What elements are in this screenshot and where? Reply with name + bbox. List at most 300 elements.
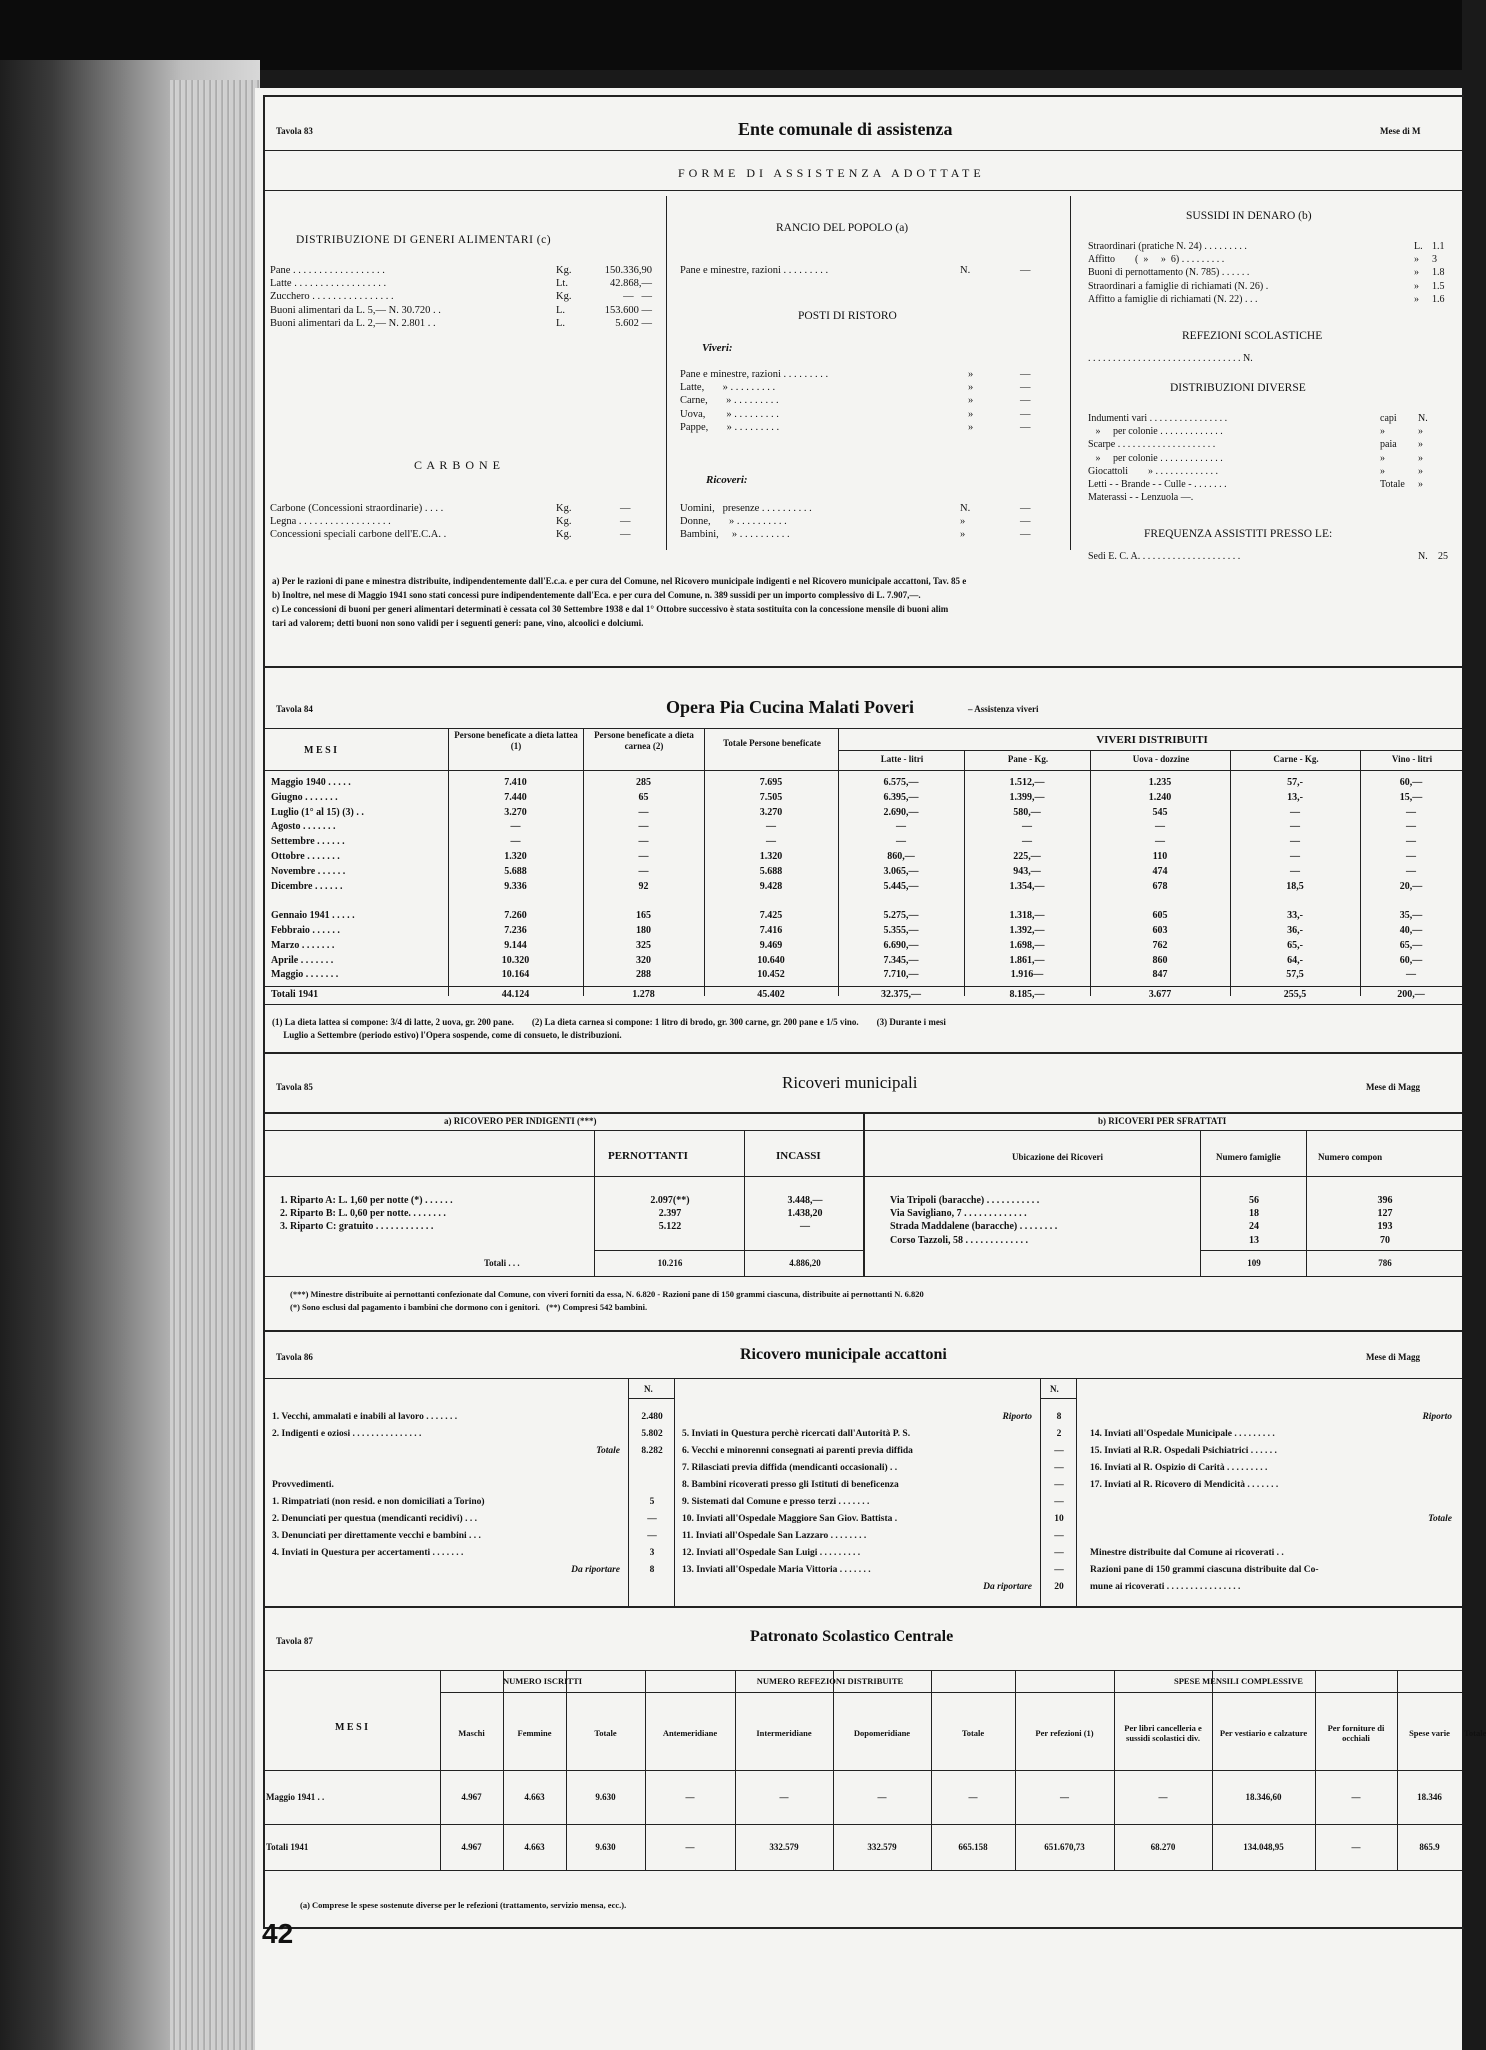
list-item	[1090, 1478, 1462, 1493]
total-cell: 68.270	[1150, 1842, 1176, 1852]
t83-title: Ente comunale di assistenza	[738, 119, 953, 139]
row-cell: —	[1406, 851, 1416, 862]
row-cell: 1.318,—	[1009, 910, 1045, 922]
table-cell: 4.663	[524, 1792, 545, 1802]
dist-title: DISTRIBUZIONE DI GENERI ALIMENTARI (c)	[296, 234, 552, 246]
carbone-units: Kg. Kg. Kg.	[556, 503, 572, 541]
total-cell: —	[1351, 1842, 1361, 1852]
row-cell: 255,5	[1283, 989, 1307, 1000]
table-row	[263, 835, 1462, 848]
t85-month: Mese di Magg	[1366, 1082, 1420, 1092]
t84-head-mesi: M E S I	[304, 745, 338, 756]
total-cell: 4.967	[461, 1842, 482, 1852]
row-cell: 3.065,—	[883, 865, 919, 877]
row-cell: 5.688	[759, 865, 783, 877]
row-cell: 5.445,—	[883, 880, 919, 892]
row-cell: 7.345,—	[883, 954, 919, 966]
table-row	[263, 806, 1462, 819]
t87-title: Patronato Scolastico Centrale	[750, 1628, 954, 1645]
t85-b-items: Via Tripoli (baracche) . . . . . . . . . . . Via Savigliano, 7 . . . . . . . . . . . . . Strada Maddalene (baracche) . . . . . . . . Corso Tazzoli, 58 . . . . . . . . . . . . .	[890, 1195, 1058, 1246]
total-cell: 865.9	[1419, 1842, 1440, 1852]
list-item	[682, 1427, 1076, 1442]
rancio-title: RANCIO DEL POPOLO (a)	[776, 222, 909, 234]
list-item-label: 4. Inviati in Questura per accertamenti . . . . . . .	[272, 1548, 464, 1558]
row-cell: 10.640	[757, 954, 785, 966]
list-item	[682, 1410, 1076, 1425]
total-cell: 4.663	[524, 1842, 545, 1852]
viveri-units: » » » » »	[968, 369, 974, 433]
list-item-value: —	[1054, 1463, 1064, 1473]
t84-title: Opera Pia Cucina Malati Poveri	[666, 697, 914, 717]
t85-b-fam: 56 18 24 13	[1249, 1195, 1259, 1246]
row-cell: —	[1406, 969, 1416, 981]
row-cell: —	[638, 836, 649, 848]
list-item-value: 2	[1056, 1429, 1062, 1439]
list-item	[272, 1478, 674, 1493]
row-cell: 1.916—	[1010, 969, 1044, 981]
row-cell: 6.690,—	[883, 939, 919, 951]
t87-label: Tavola 87	[276, 1636, 313, 1646]
frequenza-item: Sedi E. C. A. . . . . . . . . . . . . . . . . . . . .	[1088, 551, 1241, 562]
ricoveri-label: Ricoveri:	[706, 474, 748, 486]
t83-forms-heading: FORME DI ASSISTENZA ADOTTATE	[678, 166, 985, 180]
table-row	[263, 894, 1462, 907]
row-cell: 1.392,—	[1009, 925, 1045, 936]
row-cell: 60,—	[1399, 777, 1423, 788]
row-cell: 7.260	[504, 910, 527, 922]
row-label: Marzo . . . . . . .	[271, 939, 335, 951]
row-cell: 33,-	[1287, 910, 1303, 922]
list-item-label: 8. Bambini ricoverati presso gli Istituti di beneficenza	[682, 1480, 899, 1490]
row-cell: 5.275,—	[883, 910, 919, 922]
row-cell: 65,-	[1287, 939, 1303, 951]
t85-b-comp: 396 127 193 70	[1377, 1195, 1393, 1246]
t85-a-total-pern: 10.216	[657, 1258, 683, 1268]
row-cell: 8.185,—	[1009, 989, 1045, 1000]
row-cell: 225,—	[1013, 851, 1041, 862]
list-item	[1090, 1580, 1462, 1595]
list-item	[1090, 1546, 1462, 1561]
list-item-label: Minestre distribuite dal Comune ai ricoverati . .	[1090, 1548, 1284, 1558]
list-item	[272, 1529, 674, 1544]
row-label: Settembre . . . . . .	[271, 836, 345, 848]
posti-title: POSTI DI RISTORO	[798, 310, 897, 322]
total-cell: —	[685, 1842, 695, 1852]
list-item-value: 8.282	[641, 1446, 663, 1456]
frequenza-value: 25	[1438, 551, 1448, 562]
list-item-label: 15. Inviati al R.R. Ospedali Psichiatrici . . . . . .	[1090, 1446, 1277, 1456]
t84-label: Tavola 84	[276, 704, 313, 714]
row-label: Dicembre . . . . . .	[271, 880, 343, 892]
col-header: Dopomeridiane	[853, 1728, 911, 1738]
dist-values: 150.336,90 42.868,— — — 153.600 — 5.602 —	[604, 265, 652, 329]
list-item	[682, 1444, 1076, 1459]
list-item-value: —	[1054, 1565, 1064, 1575]
list-item	[272, 1546, 674, 1561]
list-item-label: 17. Inviati al R. Ricovero di Mendicità . . . . . . .	[1090, 1480, 1279, 1490]
list-item-value: 2.480	[641, 1412, 663, 1422]
list-item-value: 8	[649, 1565, 655, 1575]
row-cell: 545	[1152, 806, 1168, 818]
row-label: Agosto . . . . . . .	[271, 821, 336, 833]
row-cell: 285	[636, 777, 651, 788]
list-item	[272, 1512, 674, 1527]
row-cell: 1.320	[759, 851, 783, 862]
table-row	[263, 776, 1462, 789]
table-cell: —	[1351, 1792, 1361, 1802]
row-label: Novembre . . . . . .	[271, 865, 346, 877]
t84-head-p2: Persone beneficate a dieta carnea (2)	[594, 730, 694, 751]
row-cell: 10.164	[501, 969, 530, 981]
row-cell: —	[1155, 836, 1165, 848]
row-cell: —	[1406, 821, 1416, 833]
frequenza-title: FREQUENZA ASSISTITI PRESSO LE:	[1144, 528, 1333, 540]
row-cell: —	[1406, 836, 1416, 848]
table-row	[263, 909, 1462, 922]
t84-head-tot: Totale Persone beneficate	[723, 738, 821, 748]
list-item-value: 8	[1056, 1412, 1062, 1422]
t85-b-total-comp: 786	[1378, 1258, 1392, 1268]
list-item-value: —	[1054, 1497, 1064, 1507]
table-row	[263, 954, 1462, 967]
page-frame	[263, 95, 1464, 1929]
row-cell: 57,-	[1287, 777, 1303, 788]
row-cell: 13,-	[1287, 791, 1303, 803]
t86-month: Mese di Magg	[1366, 1352, 1420, 1362]
row-cell: —	[896, 821, 906, 833]
group-header: NUMERO REFEZIONI DISTRIBUITE	[756, 1676, 904, 1686]
list-item-label: Da riportare	[571, 1565, 620, 1575]
total-cell: Totali 1941	[266, 1842, 309, 1852]
row-label: Luglio (1° al 15) (3) . .	[271, 806, 364, 818]
list-item-label: 2. Indigenti e oziosi . . . . . . . . . . . . . . .	[272, 1429, 422, 1439]
list-item	[1090, 1410, 1462, 1425]
frequenza-unit: N.	[1418, 551, 1428, 562]
row-cell: 9.336	[504, 880, 527, 892]
row-cell: 40,—	[1399, 925, 1423, 936]
row-cell: —	[510, 821, 521, 833]
row-label: Totali 1941	[271, 989, 319, 1000]
diverse-items: Indumenti vari . . . . . . . . . . . . . . . . » per colonie . . . . . . . . . . . . . Scarpe . . . . . . . . . . . . . . . . . . . . » per colonie . . . . . . . . . . . . . Giocattoli » . . . . . . . . . . . . . Letti - - Brande - - Culle - . . . . . . . Materassi - - Lenzuola —.	[1088, 413, 1228, 504]
sussidi-items: Straordinari (pratiche N. 24) . . . . . . . . . Affitto ( » » 6) . . . . . . . . . Buoni di pernottamento (N. 785) . . . . . . Straordinari a famiglie di richiamati (N. 26) . Affitto a famiglie di richiamati (N. 22) . . .	[1088, 241, 1269, 305]
t85-a-head-pern: PERNOTTANTI	[608, 1150, 688, 1162]
t83-month: Mese di M	[1380, 126, 1421, 136]
list-item	[1090, 1461, 1462, 1476]
row-cell: 1.698,—	[1009, 939, 1045, 951]
row-cell: 1.399,—	[1009, 791, 1045, 803]
list-item	[272, 1410, 674, 1425]
list-item-value: —	[1054, 1446, 1064, 1456]
rancio-value: —	[1020, 265, 1031, 276]
t85-notes: (***) Minestre distribuite ai pernottanti confezionate dal Comune, con viveri forniti da essa, N. 6.820 - Razioni pane di 150 grammi ciascuna, distribuite ai pernottanti N. 6.820 (*) Sono esclusi dal pagamento i bambini che dormono con i genitori. (**) Compresi 542 bambini.	[290, 1289, 924, 1312]
row-cell: 1.240	[1148, 791, 1172, 803]
row-label: Gennaio 1941 . . . . .	[271, 910, 355, 922]
list-item	[682, 1580, 1076, 1595]
col-header: Femmine	[517, 1728, 552, 1738]
t85-a-items: 1. Riparto A: L. 1,60 per notte (*) . . . . . . 2. Riparto B: L. 0,60 per notte. . . . . . . . 3. Riparto C: gratuito . . . . . . . . . . . .	[280, 1195, 453, 1233]
t83-label: Tavola 83	[276, 126, 313, 136]
row-cell: 200,—	[1397, 989, 1425, 1000]
t84-head-latte: Latte - litri	[880, 754, 924, 764]
diverse-units: capi » paia » » Totale	[1380, 413, 1405, 491]
total-cell: 134.048,95	[1243, 1842, 1284, 1852]
row-cell: —	[1290, 806, 1300, 818]
total-row	[263, 988, 1462, 1001]
list-item-label: 16. Inviati al R. Ospizio di Carità . . . . . . . . .	[1090, 1463, 1268, 1473]
refezioni-title: REFEZIONI SCOLASTICHE	[1182, 330, 1323, 342]
table-cell: —	[779, 1792, 789, 1802]
row-cell: 7.710,—	[883, 969, 919, 981]
t86-title: Ricovero municipale accattoni	[740, 1346, 947, 1363]
carbone-items: Carbone (Concessioni straordinarie) . . . . Legna . . . . . . . . . . . . . . . . . . Concessioni speciali carbone dell'E.C.A. .	[270, 503, 447, 541]
row-cell: 64,-	[1287, 954, 1303, 966]
list-item-label: 12. Inviati all'Ospedale San Luigi . . . . . . . . .	[682, 1548, 861, 1558]
row-cell: 1.278	[632, 989, 655, 1000]
col-header-mesi: M E S I	[334, 1722, 369, 1733]
col-header: Per refezioni (1)	[1035, 1728, 1094, 1738]
t85-a-pern: 2.097(**) 2.397 5.122	[650, 1195, 690, 1233]
list-item	[682, 1461, 1076, 1476]
total-cell: 332.579	[769, 1842, 799, 1852]
list-item-label: 3. Denunciati per direttamente vecchi e bambini . . .	[272, 1531, 481, 1541]
t84-head-p1: Persone beneficate a dieta lattea (1)	[454, 730, 578, 751]
dist-items: Pane . . . . . . . . . . . . . . . . . . Latte . . . . . . . . . . . . . . . . . . Zucchero . . . . . . . . . . . . . . . . Buoni alimentari da L. 5,— N. 30.720 . . Buoni alimentari da L. 2,— N. 2.801 . .	[270, 265, 441, 329]
row-cell: 320	[636, 954, 651, 966]
row-cell: 65	[638, 791, 649, 803]
total-cell: 665.158	[958, 1842, 988, 1852]
t87-note: (a) Comprese le spese sostenute diverse per le refezioni (trattamento, servizio mensa, ecc.).	[300, 1900, 627, 1910]
row-cell: 7.505	[759, 791, 783, 803]
total-cell: 651.670,73	[1044, 1842, 1085, 1852]
table-row	[263, 880, 1462, 893]
row-cell: 9.428	[759, 880, 783, 892]
row-cell: 325	[636, 939, 651, 951]
row-cell: 7.416	[759, 925, 783, 936]
table-row	[263, 968, 1462, 981]
list-item	[272, 1427, 674, 1442]
sussidi-title: SUSSIDI IN DENARO (b)	[1186, 210, 1312, 222]
grid-line	[263, 1824, 1462, 1825]
table-cell: —	[877, 1792, 887, 1802]
table-cell: 9.630	[595, 1792, 616, 1802]
row-cell: —	[1406, 806, 1416, 818]
row-cell: 762	[1152, 939, 1168, 951]
row-cell: 165	[636, 910, 651, 922]
grid-line	[440, 1692, 1462, 1693]
list-item-label: 1. Vecchi, ammalati e inabili al lavoro . . . . . . .	[272, 1412, 458, 1422]
row-cell: 15,—	[1399, 791, 1423, 803]
row-cell: 678	[1152, 880, 1168, 892]
t84-notes: (1) La dieta lattea si compone: 3/4 di latte, 2 uova, gr. 200 pane. (2) La dieta carnea si compone: 1 litro di brodo, gr. 300 carne, gr. 200 pane e 1/5 vino. (3) Durante i mesi Luglio a Settembre (periodo estivo) l'Opera sospende, come di consueto, le distribuzioni.	[272, 1017, 946, 1040]
row-cell: —	[1290, 836, 1300, 848]
row-cell: 7.695	[759, 777, 783, 788]
t86-n-head-left: N.	[644, 1384, 653, 1394]
list-item	[1090, 1563, 1462, 1578]
list-item-label: mune ai ricoverati . . . . . . . . . . . . . . . .	[1090, 1582, 1241, 1592]
t85-a-total-label: Totali . . .	[484, 1258, 520, 1268]
row-cell: —	[766, 821, 776, 833]
viveri-items: Pane e minestre, razioni . . . . . . . . . Latte, » . . . . . . . . . Carne, » . . . . . . . . . Uova, » . . . . . . . . . Pappe, » . . . . . . . . .	[680, 369, 829, 433]
row-cell: 1.320	[504, 851, 527, 862]
list-item-value: —	[647, 1514, 657, 1524]
row-cell: 36,-	[1287, 925, 1303, 936]
list-item	[682, 1529, 1076, 1544]
sussidi-units: L. » » » »	[1414, 241, 1423, 305]
row-cell: 860,—	[887, 851, 915, 862]
col-header: Intermeridiane	[756, 1728, 812, 1738]
col-header: Totale	[1464, 1728, 1486, 1738]
list-item	[272, 1563, 674, 1578]
total-cell: 332.579	[867, 1842, 897, 1852]
row-cell: 7.440	[504, 791, 527, 803]
col-header: Spese varie	[1409, 1728, 1450, 1738]
diverse-title: DISTRIBUZIONI DIVERSE	[1170, 382, 1306, 394]
viveri-values: — — — — —	[1020, 369, 1031, 433]
row-label: Aprile . . . . . . .	[271, 954, 334, 966]
list-item	[1090, 1427, 1462, 1442]
list-item	[272, 1444, 674, 1459]
row-cell: 180	[636, 925, 651, 936]
t85-b-title: b) RICOVERI PER SFRATTATI	[1098, 1116, 1227, 1126]
row-cell: 1.861,—	[1009, 954, 1045, 966]
row-cell: 860	[1152, 954, 1168, 966]
carbone-values: — — —	[620, 503, 631, 541]
table-cell: —	[968, 1792, 978, 1802]
grid-line	[263, 1870, 1462, 1871]
row-cell: 603	[1152, 925, 1168, 936]
sussidi-values: 1.1 3 1.8 1.5 1.6	[1432, 241, 1445, 305]
row-cell: 847	[1152, 969, 1168, 981]
row-cell: 6.395,—	[883, 791, 919, 803]
t85-a-total-incassi: 4.886,20	[789, 1258, 821, 1268]
row-cell: —	[1022, 836, 1032, 848]
row-label: Ottobre . . . . . . .	[271, 851, 340, 862]
col-header: Per vestiario e calzature	[1219, 1728, 1308, 1738]
row-cell: —	[1022, 821, 1032, 833]
row-cell: 3.677	[1148, 989, 1172, 1000]
row-cell: 1.512,—	[1009, 777, 1045, 788]
row-cell: —	[1155, 821, 1165, 833]
row-cell: 45.402	[757, 989, 785, 1000]
t85-label: Tavola 85	[276, 1082, 313, 1092]
list-item	[682, 1546, 1076, 1561]
row-cell: 1.235	[1148, 777, 1172, 788]
col-header: Per forniture di occhiali	[1327, 1723, 1385, 1743]
list-item	[682, 1495, 1076, 1510]
row-cell: —	[896, 836, 906, 848]
list-item	[1090, 1495, 1462, 1510]
t86-label: Tavola 86	[276, 1352, 313, 1362]
list-item-label: 11. Inviati all'Ospedale San Lazzaro . . . . . . . .	[682, 1531, 867, 1541]
page-edges	[170, 80, 260, 2050]
row-cell: 9.144	[504, 939, 527, 951]
t85-a-title: a) RICOVERO PER INDIGENTI (***)	[444, 1116, 597, 1126]
grid-line	[263, 1770, 1462, 1771]
list-item	[272, 1495, 674, 1510]
list-item-label: 10. Inviati all'Ospedale Maggiore San Giov. Battista .	[682, 1514, 898, 1524]
row-cell: 110	[1152, 851, 1168, 862]
row-cell: 7.236	[504, 925, 527, 936]
row-cell: 35,—	[1399, 910, 1423, 922]
list-item	[682, 1478, 1076, 1493]
table-cell: —	[1060, 1792, 1069, 1802]
rancio-item: Pane e minestre, razioni . . . . . . . . .	[680, 265, 829, 276]
list-item-label: Da riportare	[983, 1582, 1032, 1592]
t85-a-head-incassi: INCASSI	[776, 1150, 821, 1162]
list-item-value: —	[1054, 1548, 1064, 1558]
row-cell: 2.690,—	[883, 806, 919, 818]
row-cell: —	[1290, 865, 1300, 877]
table-row	[263, 865, 1462, 878]
row-cell: 32.375,—	[881, 989, 921, 1000]
list-item-label: 6. Vecchi e minorenni consegnati ai parenti previa diffida	[682, 1446, 913, 1456]
dist-units: Kg. Lt. Kg. L. L.	[556, 265, 572, 329]
table-row	[263, 820, 1462, 833]
row-cell: 605	[1152, 910, 1168, 922]
list-item-label: 13. Inviati all'Ospedale Maria Vittoria . . . . . . .	[682, 1565, 871, 1575]
t86-n-head-mid: N.	[1050, 1384, 1059, 1394]
list-item-value: 20	[1054, 1582, 1064, 1592]
row-cell: —	[638, 821, 649, 833]
row-cell: 580,—	[1013, 806, 1041, 818]
list-item-label: Provvedimenti.	[272, 1480, 334, 1490]
list-item	[682, 1512, 1076, 1527]
row-cell: —	[638, 851, 649, 862]
row-cell: 20,—	[1399, 880, 1423, 892]
list-item-label: Riporto	[1422, 1412, 1452, 1422]
col-header: Antemeridiane	[662, 1728, 718, 1738]
row-label: Maggio . . . . . . .	[271, 969, 339, 981]
list-item	[1090, 1512, 1462, 1527]
table-row	[263, 791, 1462, 804]
row-label: Giugno . . . . . . .	[271, 791, 338, 803]
row-cell: 92	[638, 880, 649, 892]
t84-head-pane: Pane - Kg.	[1007, 754, 1049, 764]
t85-b-head-ubic: Ubicazione dei Ricoveri	[1012, 1152, 1103, 1162]
list-item	[272, 1461, 674, 1476]
row-cell: 3.270	[504, 806, 527, 818]
ricoveri-items: Uomini, presenze . . . . . . . . . . Donne, » . . . . . . . . . . Bambini, » . . . . . . . . . .	[680, 503, 812, 541]
list-item-label: 2. Denunciati per questua (mendicanti recidivi) . . .	[272, 1514, 477, 1524]
t84-head-uova: Uova - dozzine	[1132, 754, 1190, 764]
list-item	[682, 1563, 1076, 1578]
row-cell: —	[766, 836, 776, 848]
row-cell: —	[638, 865, 649, 877]
refezioni-row: . . . . . . . . . . . . . . . . . . . . . . . . . . . . . . . N.	[1088, 353, 1253, 364]
page-number: 42	[262, 1918, 294, 1949]
list-item-label: Totale	[1428, 1514, 1452, 1524]
t87-table	[263, 1670, 1486, 1884]
group-header: NUMERO ISCRITTI	[502, 1676, 583, 1686]
list-item-value: —	[1054, 1480, 1064, 1490]
list-item-value: 5.802	[641, 1429, 663, 1439]
table-row	[263, 939, 1462, 952]
list-item-label: 1. Rimpatriati (non resid. e non domiciliati a Torino)	[272, 1497, 485, 1507]
list-item	[1090, 1529, 1462, 1544]
row-cell: 3.270	[759, 806, 783, 818]
list-item-label: Riporto	[1002, 1412, 1032, 1422]
col-header: Totale	[961, 1728, 985, 1738]
table-cell: 18.346	[1417, 1792, 1442, 1802]
row-cell: —	[510, 836, 521, 848]
list-item-value: 3	[649, 1548, 655, 1558]
t84-subtitle: – Assistenza viveri	[968, 704, 1039, 714]
row-cell: 6.575,—	[883, 777, 919, 788]
row-cell: 57,5	[1286, 969, 1304, 981]
t85-title: Ricoveri municipali	[782, 1073, 918, 1092]
row-cell: 10.452	[757, 969, 785, 981]
diverse-values: N. » » » » »	[1418, 413, 1428, 491]
